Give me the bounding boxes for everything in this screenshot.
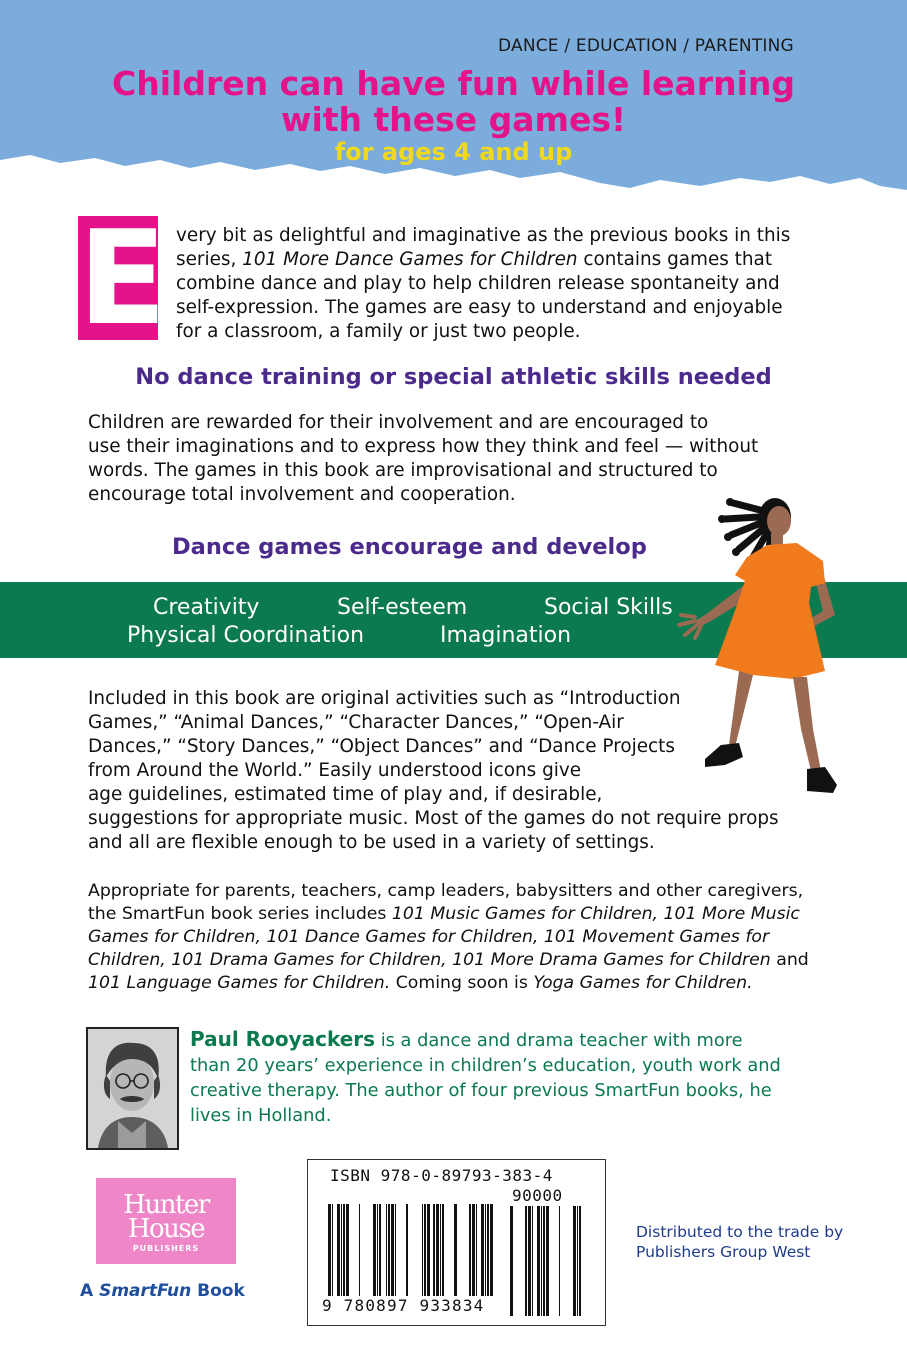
author-photo [86,1027,179,1150]
barcode-bar [388,1204,390,1296]
series-paragraph: Appropriate for parents, teachers, camp leaders, babysitters and other caregivers, the SmartFun book series includes 101 Music Games for Children, 101 More Music Games for Children, 101 Dance Games for Children, 101 Movement Games for Children, 101 Drama Games for Children, 101 More Drama Games for Children and 101 Language Games for Children. Coming soon is Yoga Games for Children. [88,881,809,993]
activities-paragraph: Included in this book are original activities such as “Introduction Games,” “Animal Dances,” “Character Dances,” “Open-Air Dances,” “Story Dances,” “Object Dances” and “Dance Projects from Around the World.” Easily understood icons give age guidelines, estimated time of play and, if desirable, suggestions for appropriate music. Most of the games do not require props and all are flexible enough to be used in a variety of settings. [88,688,779,853]
skill-physical-coordination: Physical Coordination [127,623,365,648]
barcode-bar [427,1204,430,1296]
barcode-bar [433,1204,435,1296]
barcode-bar [525,1206,527,1316]
headline-line-2: with these games! [280,100,627,139]
barcode-bar [391,1204,394,1296]
barcode-bar [328,1204,331,1296]
category-label: DANCE / EDUCATION / PARENTING [498,36,794,56]
barcode-bar [532,1206,533,1316]
addon-barcode [510,1206,586,1316]
barcode-bar [546,1206,549,1316]
involvement-paragraph: Children are rewarded for their involvement and are encouraged to use their imaginations and to express how they think and feel — without words. The games in this book are improvisational and structured to encourage total involvement and cooperation. [88,412,759,505]
barcode-bar [485,1204,486,1296]
intro-paragraph: very bit as delightful and imaginative as the previous books in this series, 101 More Dance Games for Children contains games that combine dance and play to help children release spontaneity and self-expression. The games are easy to understand and enjoyable for a classroom, a family or just two people. [176,225,791,342]
barcode-bar [337,1204,340,1296]
barcode-bar [577,1206,578,1316]
skill-self-esteem: Self-esteem [337,595,468,620]
barcode-bar [440,1204,441,1296]
barcode-bar [346,1204,349,1296]
barcode-bar [481,1204,484,1296]
barcode-bar [579,1206,581,1316]
barcode-bar [436,1204,439,1296]
headline-line-1: Children can have fun while learning [111,64,795,103]
section-heading-develop: Dance games encourage and develop [172,534,647,560]
barcode-bar [469,1204,471,1296]
barcode-bar [406,1204,408,1296]
price-code: 90000 [512,1186,563,1205]
barcode-bar [472,1204,475,1296]
barcode-bar [559,1206,560,1316]
barcode-bar [332,1204,333,1296]
barcode-bar [454,1204,457,1296]
barcode-bar [386,1204,387,1296]
barcode-bar [377,1204,378,1296]
barcode-bar [422,1204,423,1296]
barcode-bar [543,1206,545,1316]
skill-creativity: Creativity [153,595,260,620]
drop-cap: E [78,202,167,354]
ean-number: 9 780897 933834 [322,1296,485,1315]
ean-barcode [328,1204,504,1296]
barcode-bar [487,1204,489,1296]
barcode-bar [573,1206,576,1316]
distribution-note: Distributed to the trade by Publishers Group West [636,1223,844,1261]
barcode-bar [379,1204,381,1296]
barcode-bar [537,1206,540,1316]
barcode-bar [341,1204,342,1296]
isbn-text: ISBN 978-0-89793-383-4 [330,1166,553,1185]
age-subheadline: for ages 4 and up [334,138,573,166]
barcode-bar [373,1204,376,1296]
barcode-bar [528,1206,531,1316]
barcode-bar [510,1206,513,1316]
book-title: 101 More Dance Games for Children [242,249,578,270]
smartfun-book-logo: A SmartFun Book [80,1281,245,1301]
skill-social-skills: Social Skills [544,595,673,620]
author-name: Paul Rooyackers [190,1027,376,1051]
barcode-bar [490,1204,493,1296]
barcode-bar [541,1206,542,1316]
barcode-bar [476,1204,477,1296]
barcode-bar [359,1204,360,1296]
barcode-bar [395,1204,396,1296]
barcode-bar [343,1204,345,1296]
author-bio: Paul Rooyackers is a dance and drama teacher with more than 20 years’ experience in children’s education, youth work and creative therapy. The author of four previous SmartFun books, he lives in Holland. [190,1027,781,1126]
skill-imagination: Imagination [440,623,572,648]
hunter-house-logo: Hunter House PUBLISHERS [96,1178,236,1264]
section-heading-training: No dance training or special athletic skills needed [135,364,772,390]
barcode-bar [424,1204,426,1296]
barcode-bar [442,1204,444,1296]
